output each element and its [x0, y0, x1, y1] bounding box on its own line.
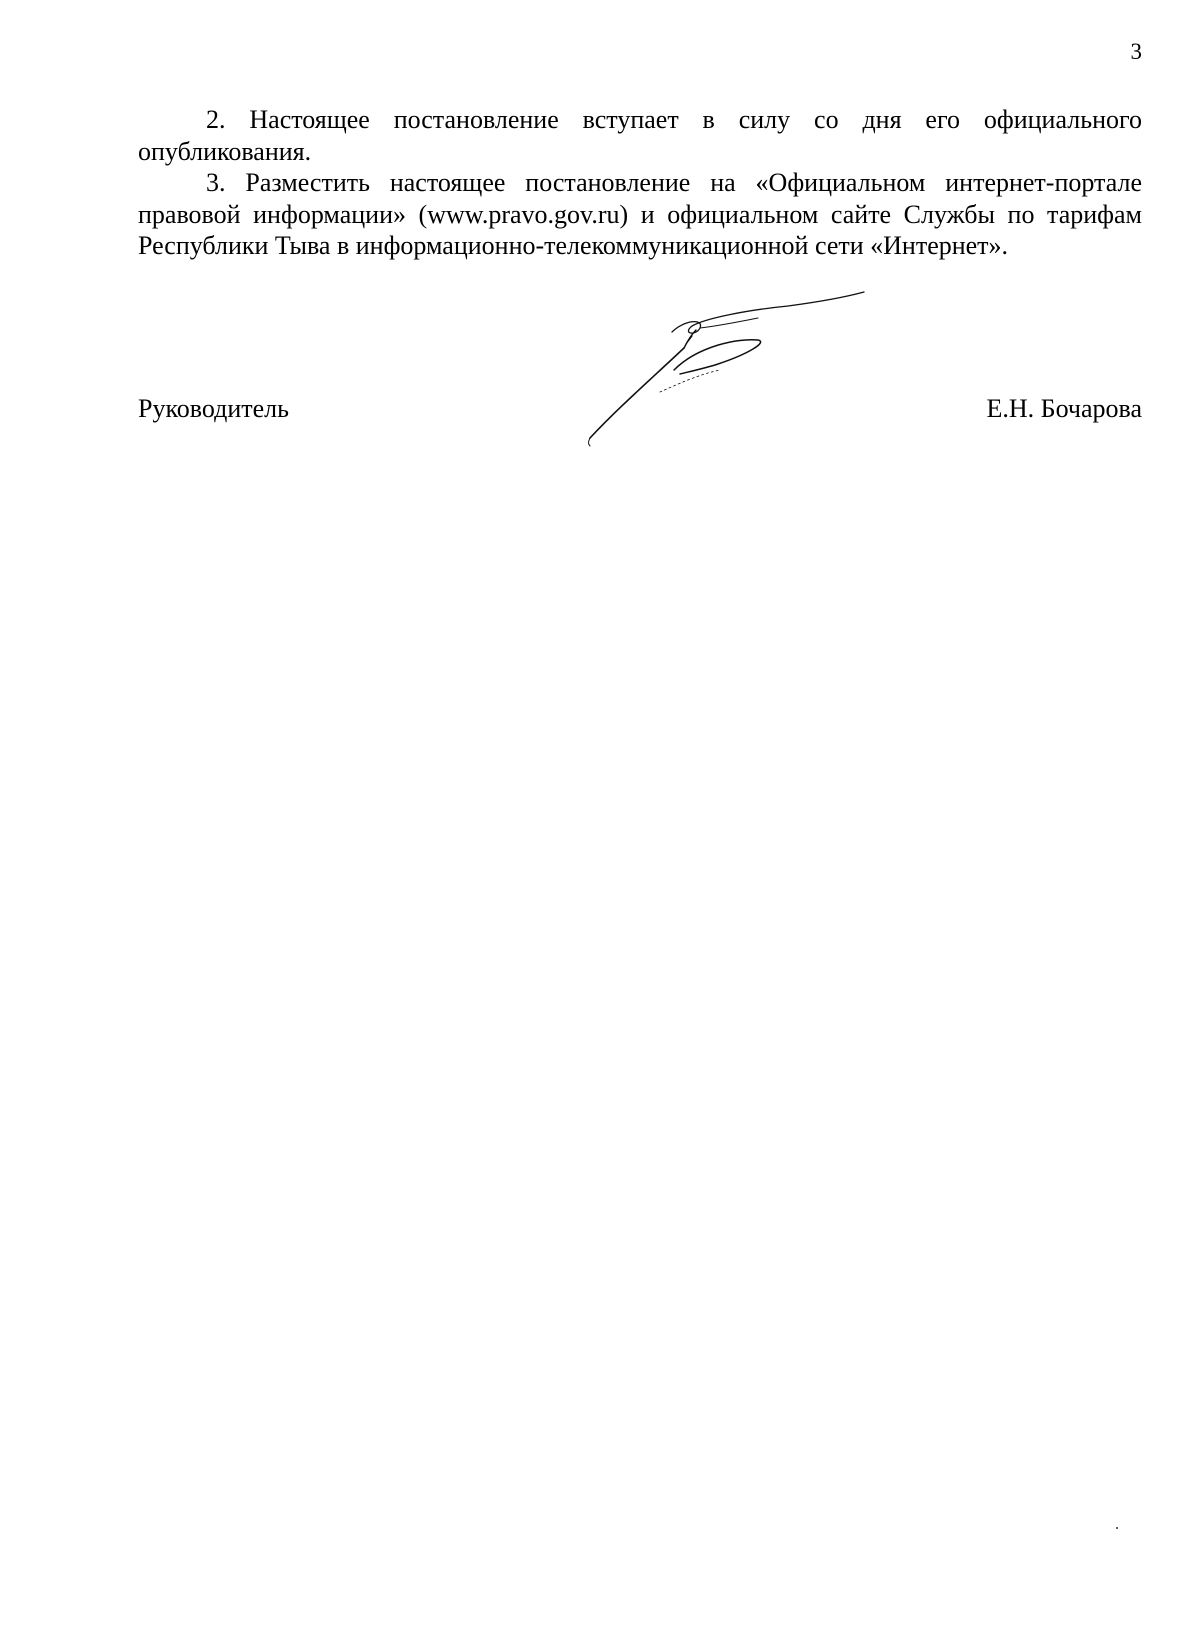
signature-block	[138, 393, 1142, 433]
scan-speck	[1116, 1527, 1118, 1529]
document-body	[138, 104, 1142, 262]
signatory-title: Руководитель	[138, 394, 289, 423]
paragraph-3: 3. Разместить настоящее постановление на «Официальном интернет-портале правовой информации» (www.pravo.gov.ru) и официальном сайте Службы по тарифам Республики Тыва в информационно-телекоммуникационной сети «Интернет».	[138, 168, 1142, 260]
paragraph-2: 2. Настоящее постановление вступает в силу со дня его официального опубликования.	[138, 105, 1142, 166]
page-number: 3	[1130, 39, 1142, 64]
signatory-name: Е.Н. Бочарова	[986, 394, 1142, 423]
